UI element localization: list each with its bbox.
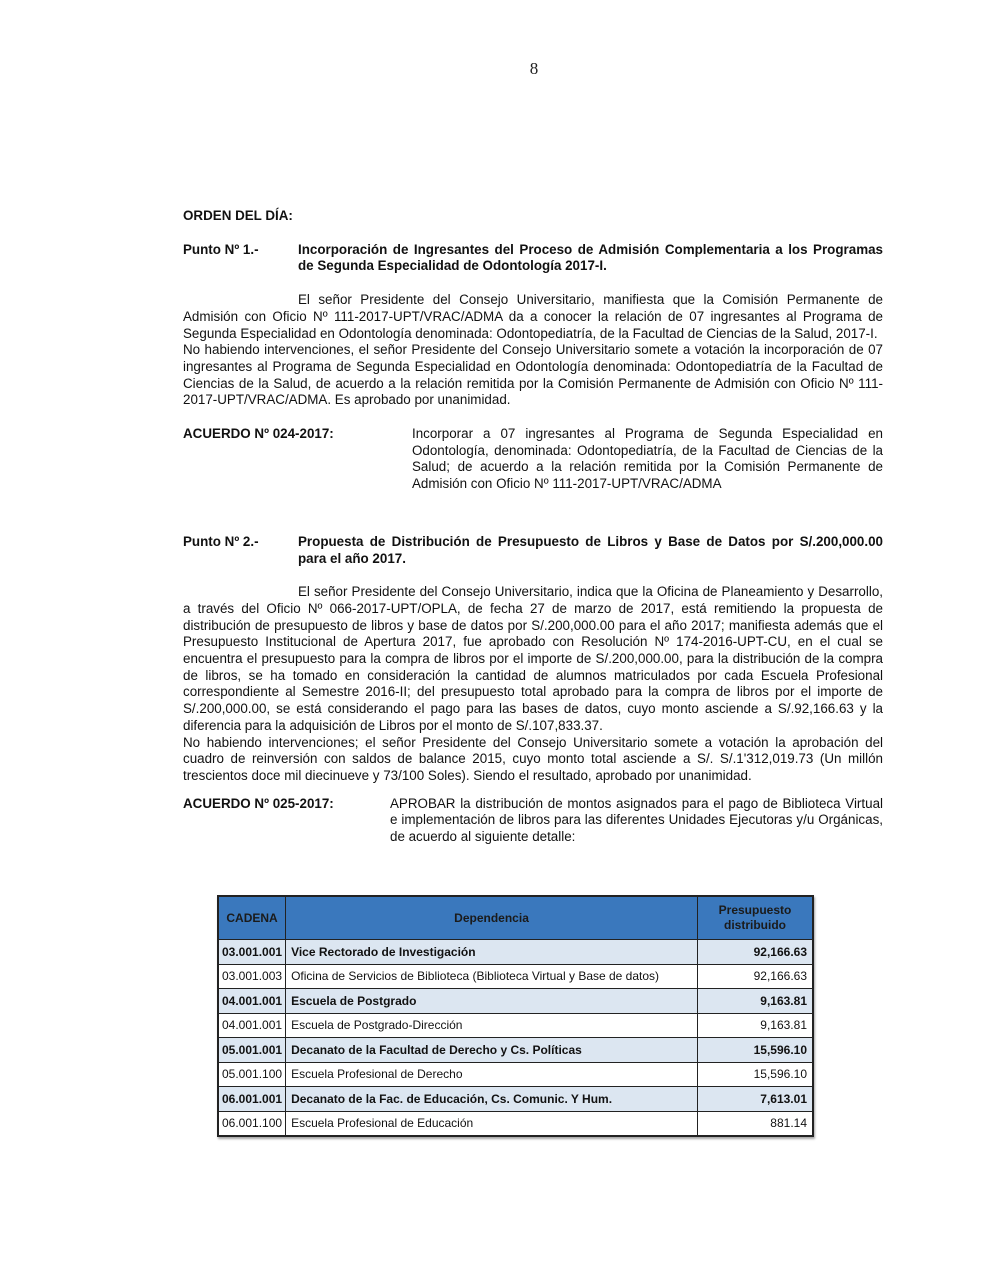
column-header-presupuesto: Presupuesto distribuido [698,896,814,940]
table-row [218,1013,813,1038]
cell-monto: 92,166.63 [698,964,814,989]
cell-monto: 92,166.63 [698,940,814,965]
punto-2-paragraph-2: No habiendo intervenciones; el señor Presidente del Consejo Universitario somete a votación la aprobación del cuadro de reinversión con saldos de balance 2015, cuyo monto total asciende a S/. S/.1'312,019.73 (Un millón trescientos doce mil diecinueve y 73/100 Soles). Siendo el resultado, aprobado por unanimidad. [183,734,883,783]
cell-dependencia: Escuela de Postgrado [286,989,698,1014]
cell-monto: 15,596.10 [698,1038,814,1063]
cell-dependencia: Vice Rectorado de Investigación [286,940,698,965]
table-row [218,964,813,989]
acuerdo-024 [183,426,883,493]
acuerdo-025-text: APROBAR la distribución de montos asignados para el pago de Biblioteca Virtual e implementación de libros para las diferentes Unidades Ejecutoras y/u Orgánicas, de acuerdo al siguiente detalle: [390,795,883,845]
cell-dependencia: Escuela Profesional de Derecho [286,1062,698,1087]
table-row [218,1111,813,1136]
table-row [218,1087,813,1112]
column-header-cadena: CADENA [218,896,286,940]
cell-cadena: 06.001.001 [218,1087,286,1112]
cell-monto: 15,596.10 [698,1062,814,1087]
punto-2-label: Punto Nº 2.- [183,533,259,549]
section-heading-orden-del-dia: ORDEN DEL DÍA: [183,208,293,223]
page-number: 8 [529,59,539,78]
acuerdo-025 [183,796,883,846]
table-row [218,1062,813,1087]
acuerdo-024-label: ACUERDO Nº 024-2017: [183,426,334,442]
cell-cadena: 03.001.003 [218,964,286,989]
punto-1-heading [183,242,883,275]
cell-cadena: 05.001.100 [218,1062,286,1087]
cell-dependencia: Escuela Profesional de Educación [286,1111,698,1136]
punto-2-title: Propuesta de Distribución de Presupuesto de Libros y Base de Datos por S/.200,000.00 para el año 2017. [298,533,883,566]
cell-cadena: 03.001.001 [218,940,286,965]
table-header-row [218,896,813,940]
cell-monto: 7,613.01 [698,1087,814,1112]
table-row [218,989,813,1014]
cell-dependencia: Decanato de la Fac. de Educación, Cs. Comunic. Y Hum. [286,1087,698,1112]
table-row [218,940,813,965]
budget-distribution-table [217,895,814,1137]
punto-1-paragraph-2: No habiendo intervenciones, el señor Presidente del Consejo Universitario somete a votación la incorporación de 07 ingresantes al Programa de Segunda Especialidad en Odontología denominada: Odontopediatría de la Facultad de Ciencias de la Salud, de acuerdo a la relación remitida por la Comisión Permanente de Admisión con Oficio Nº 111-2017-UPT/VRAC/ADMA. Es aprobado por unanimidad. [183,342,883,408]
punto-2-paragraph-1: El señor Presidente del Consejo Universitario, indica que la Oficina de Planeamiento y Desarrollo, a través del Oficio Nº 066-2017-UPT/OPLA, de fecha 27 de marzo de 2017, está remitiendo la propuesta de distribución de presupuesto de libros y base de datos por S/.200,000.00 para el año 2017; manifiesta además que el Presupuesto Institucional de Apertura 2017, fue aprobado con Resolución Nº 174-2016-UPT-CU, en el cual se encuentra el presupuesto para la compra de libros por el importe de S/.200,000.00, para la distribución de la compra de libros, se ha tomado en consideración la cantidad de alumnos matriculados por cada Escuela Profesional correspondiente al Semestre 2016-II; del presupuesto total aprobado para la compra de libros por el importe de S/.200,000.00, se está considerando el pago para las bases de datos, cuyo monto asciende a S/.92,166.63 y la diferencia para la adquisición de Libros por el monto de S/.107,833.37. [183,584,883,733]
punto-1-paragraph-1: El señor Presidente del Consejo Universitario, manifiesta que la Comisión Permanente de Admisión con Oficio Nº 111-2017-UPT/VRAC/ADMA da a conocer la relación de 07 ingresantes al Programa de Segunda Especialidad en Odontología denominada: Odontopediatría, de la Facultad de Ciencias de la Salud, 2017-I. [183,292,883,341]
punto-1-label: Punto Nº 1.- [183,241,259,257]
acuerdo-025-label: ACUERDO Nº 025-2017: [183,795,334,811]
cell-monto: 9,163.81 [698,1013,814,1038]
cell-monto: 881.14 [698,1111,814,1136]
cell-dependencia: Escuela de Postgrado-Dirección [286,1013,698,1038]
punto-2-heading [183,534,883,567]
punto-1-title: Incorporación de Ingresantes del Proceso de Admisión Complementaria a los Programas de Segunda Especialidad de Odontología 2017-I. [298,241,883,274]
cell-cadena: 04.001.001 [218,989,286,1014]
cell-cadena: 04.001.001 [218,1013,286,1038]
document-body [183,208,883,846]
acuerdo-024-text: Incorporar a 07 ingresantes al Programa de Segunda Especialidad en Odontología, denominada: Odontopediatría, de la Facultad de Ciencias de la Salud; de acuerdo a la relación remitida por la Comisión Permanente de Admisión con Oficio Nº 111-2017-UPT/VRAC/ADMA [412,426,883,492]
cell-dependencia: Decanato de la Facultad de Derecho y Cs. Políticas [286,1038,698,1063]
cell-cadena: 06.001.100 [218,1111,286,1136]
table-row [218,1038,813,1063]
cell-dependencia: Oficina de Servicios de Biblioteca (Biblioteca Virtual y Base de datos) [286,964,698,989]
column-header-dependencia: Dependencia [286,896,698,940]
cell-cadena: 05.001.001 [218,1038,286,1063]
cell-monto: 9,163.81 [698,989,814,1014]
